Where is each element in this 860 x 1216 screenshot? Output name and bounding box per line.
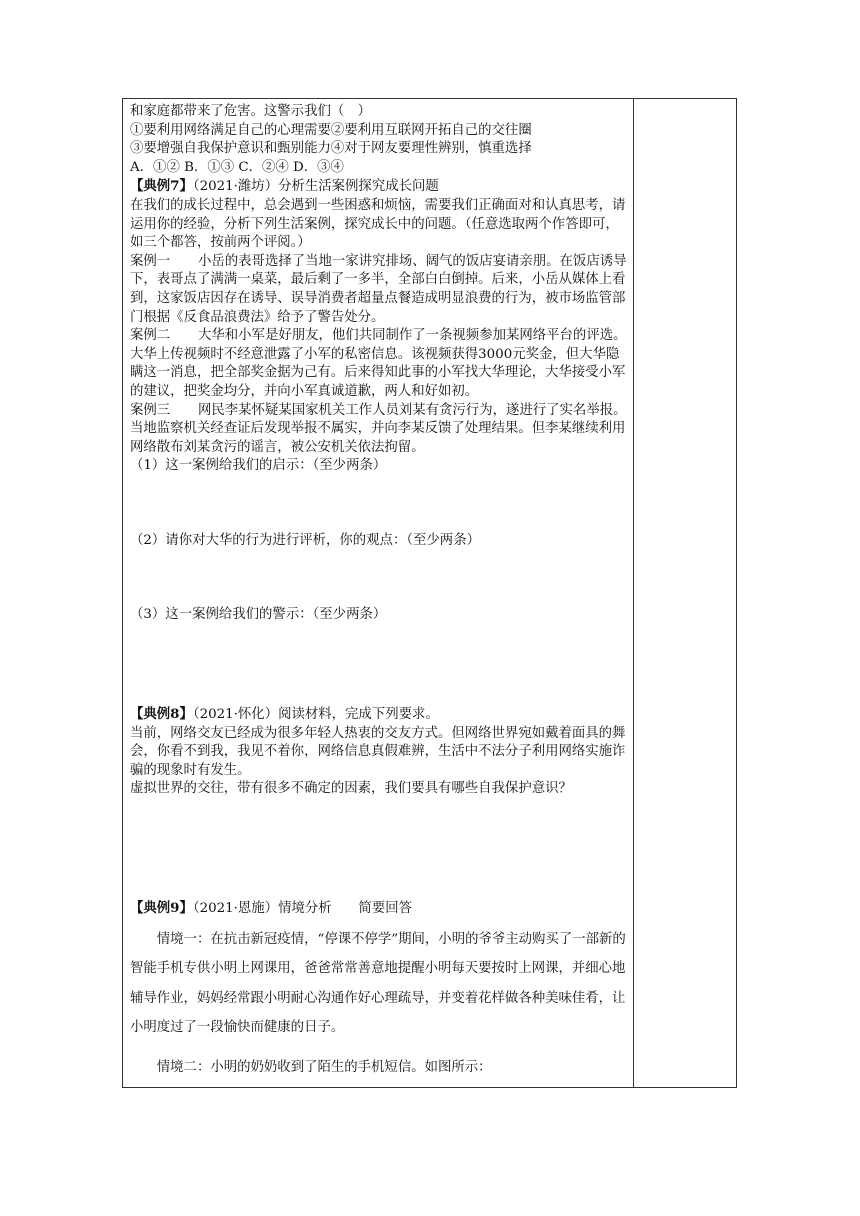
question-7-intro: 在我们的成长过程中，总会遇到一些困惑和烦恼，需要我们正确面对和认真思考，请运用你的经验，分析下列生活案例，探究成长中的问题。（任意选取两个作答即可，如三个都答，按前两个评阅。） <box>130 197 626 251</box>
question-7-heading <box>130 177 630 197</box>
column-divider <box>633 98 634 1088</box>
answer-options: A．①② B．①③ C．②④ D．③④ <box>130 159 344 175</box>
text-line: ①要利用网络满足自己的心理需要②要利用互联网开拓自己的交往圈 <box>130 122 532 138</box>
situation-1: 情境一：在抗击新冠疫情，“停课不停学”期间，小明的爷爷主动购买了一部新的智能手机专供小明上网课用，爸爸常常善意地提醒小明每天要按时上网课，并细心地辅导作业，妈妈经常跟小明耐心沟通作好心理疏导，并变着花样做各种美味佳肴，让小明度过了一段愉快而健康的日子。 <box>130 931 626 1036</box>
case-1 <box>130 253 630 327</box>
case-1-text: 小岳的表哥选择了当地一家讲究排场、阔气的饭店宴请亲朋。在饭店诱导下，表哥点了满满一桌菜，最后剩了一多半，全部白白倒掉。后来，小岳从媒体上看到，这家饭店因存在诱导、误导消费者超量点餐造成明显浪费的行为，被市场监管部门根据《反食品浪费法》给予了警告处分。 <box>130 253 627 325</box>
sub-question-1: （1）这一案例给我们的启示：（至少两条） <box>130 458 387 474</box>
answer-space <box>130 799 630 899</box>
question-8-tag: 【典例8】 <box>130 706 193 723</box>
case-1-label: 案例一 <box>130 253 171 269</box>
answer-space <box>130 550 630 606</box>
question-8-para: 当前，网络交友已经成为很多年轻人热衷的交友方式。但网络世界宛如戴着面具的舞会，你看不到我，我见不着你，网络信息真假难辨，生活中不法分子利用网络实施诈骗的现象时有发生。 <box>130 725 626 778</box>
question-8-source: （2021·怀化）阅读材料，完成下列要求。 <box>192 707 439 723</box>
case-2-text: 大华和小军是好朋友，他们共同制作了一条视频参加某网络平台的评选。大华上传视频时不经意泄露了小军的私密信息。该视频获得3000元奖金，但大华隐瞒这一消息，把全部奖金据为己有。后来得知此事的小军找大华理论，大华接受小军的建议，把奖金均分，并向小军真诚道歉，两人和好如初。 <box>130 328 627 399</box>
question-7-tag: 【典例7】 <box>130 178 193 195</box>
sub-question-2: （2）请你对大华的行为进行评析，你的观点：（至少两条） <box>130 532 480 548</box>
question-8-heading <box>130 705 630 725</box>
sub-question-3: （3）这一案例给我们的警示：（至少两条） <box>130 607 387 623</box>
main-content <box>130 103 630 1083</box>
question-9-tag: 【典例9】 <box>130 900 193 917</box>
case-3-label: 案例三 <box>130 402 171 418</box>
answer-space <box>130 476 630 532</box>
question-9-source: （2021·恩施）情境分析 简要回答 <box>192 901 412 917</box>
case-2-label: 案例二 <box>130 328 171 344</box>
case-3-text: 网民李某怀疑某国家机关工作人员刘某有贪污行为，遂进行了实名举报。当地监察机关经查证后发现举报不属实，并向李某反馈了处理结果。但李某继续利用网络散布刘某贪污的谣言，被公安机关依法拘留。 <box>130 402 627 455</box>
answer-space <box>130 625 630 705</box>
question-8-question: 虚拟世界的交往，带有很多不确定的因素，我们要具有哪些自我保护意识？ <box>130 781 572 797</box>
situation-2: 情境二：小明的奶奶收到了陌生的手机短信。如图所示： <box>156 1060 492 1075</box>
text-line: ③要增强自我保护意识和甄别能力④对于网友要理性辨别，慎重选择 <box>130 141 532 157</box>
question-9-heading <box>130 899 630 919</box>
case-3 <box>130 402 630 458</box>
question-7-source: （2021·潍坊）分析生活案例探究成长问题 <box>192 179 439 195</box>
case-2 <box>130 327 630 401</box>
text-line: 和家庭都带来了危害。这警示我们（ ） <box>130 104 372 119</box>
